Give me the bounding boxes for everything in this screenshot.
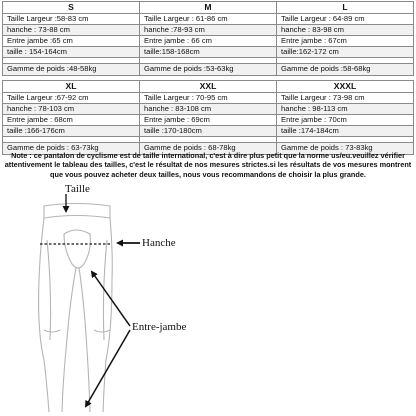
table-row: [3, 35, 414, 46]
table-row: [3, 24, 414, 35]
waist-label: Taille: [65, 183, 90, 195]
table-cell: hanche : 73-88 cm: [3, 24, 140, 35]
size-table-top: [2, 1, 414, 76]
table-row: [3, 103, 414, 114]
size-header-l: L: [277, 2, 414, 14]
table-cell: hanche : 78-103 cm: [3, 103, 140, 114]
size-header-xxxl: XXXL: [277, 81, 414, 93]
table-cell: Gamme de poids : 63-73kg: [3, 143, 140, 154]
table-cell: taille : 154-164cm: [3, 47, 140, 58]
table-cell: Taille Largeur : 64-89 cm: [277, 13, 414, 24]
table-row: [3, 126, 414, 137]
table-cell: taille:158-168cm: [140, 47, 277, 58]
table-row: [3, 64, 414, 75]
table-cell: Taille Largeur : 61-86 cm: [140, 13, 277, 24]
table-cell: Gamme de poids :53-63kg: [140, 64, 277, 75]
pants-outline-drawing: [0, 180, 416, 416]
pants-measurement-diagram: [0, 180, 416, 416]
size-header-m: M: [140, 2, 277, 14]
table-cell: taille:162-172 cm: [277, 47, 414, 58]
table-row: [3, 47, 414, 58]
table-cell: Entre jambe : 70cm: [277, 114, 414, 125]
table-cell: Taille Largeur :67-92 cm: [3, 92, 140, 103]
table-cell: hanche :78-93 cm: [140, 24, 277, 35]
size-header-xxl: XXL: [140, 81, 277, 93]
table-cell: Taille Largeur : 70-95 cm: [140, 92, 277, 103]
table-cell: Gamme de poids :58-68kg: [277, 64, 414, 75]
table-cell: Entre jambe : 68cm: [3, 114, 140, 125]
table-cell: hanche : 83-98 cm: [277, 24, 414, 35]
table-cell: Entre jambe : 66 cm: [140, 35, 277, 46]
table-cell: Entre jambe : 69cm: [140, 114, 277, 125]
table-cell: Gamme de poids : 68-78kg: [140, 143, 277, 154]
table-cell: Taille Largeur : 73-98 cm: [277, 92, 414, 103]
inseam-label: Entre-jambe: [132, 321, 187, 333]
table-cell: hanche : 98-113 cm: [277, 103, 414, 114]
table-cell: Entre jambe : 67cm: [277, 35, 414, 46]
table-row: [3, 114, 414, 125]
table-row: [3, 92, 414, 103]
table-cell: Gamme de poids : 73-83kg: [277, 143, 414, 154]
table-cell: taille :174-184cm: [277, 126, 414, 137]
size-header-s: S: [3, 2, 140, 14]
size-header-xl: XL: [3, 81, 140, 93]
table-cell: Gamme de poids :48-58kg: [3, 64, 140, 75]
table-cell: hanche : 83-108 cm: [140, 103, 277, 114]
table-cell: taille :166-176cm: [3, 126, 140, 137]
table-row: [3, 13, 414, 24]
hip-label: Hanche: [142, 237, 176, 249]
table-cell: Taille Largeur :58-83 cm: [3, 13, 140, 24]
sizing-note: Note : ce pantalon de cyclisme est de taille international, c'est à dire plus petit que la norme us/eu.veuillez vérifier attentivement le tableau des tailles, c'est le résultat de nos mesures strictes.si les résultats de vos mesures montrent que vous pouvez acheter deux tailles, nous vous recommandons de choisir la plus grande.: [4, 151, 412, 179]
table-cell: taille :170-180cm: [140, 126, 277, 137]
table-cell: Entre jambe :65 cm: [3, 35, 140, 46]
size-table-bottom: [2, 80, 414, 155]
